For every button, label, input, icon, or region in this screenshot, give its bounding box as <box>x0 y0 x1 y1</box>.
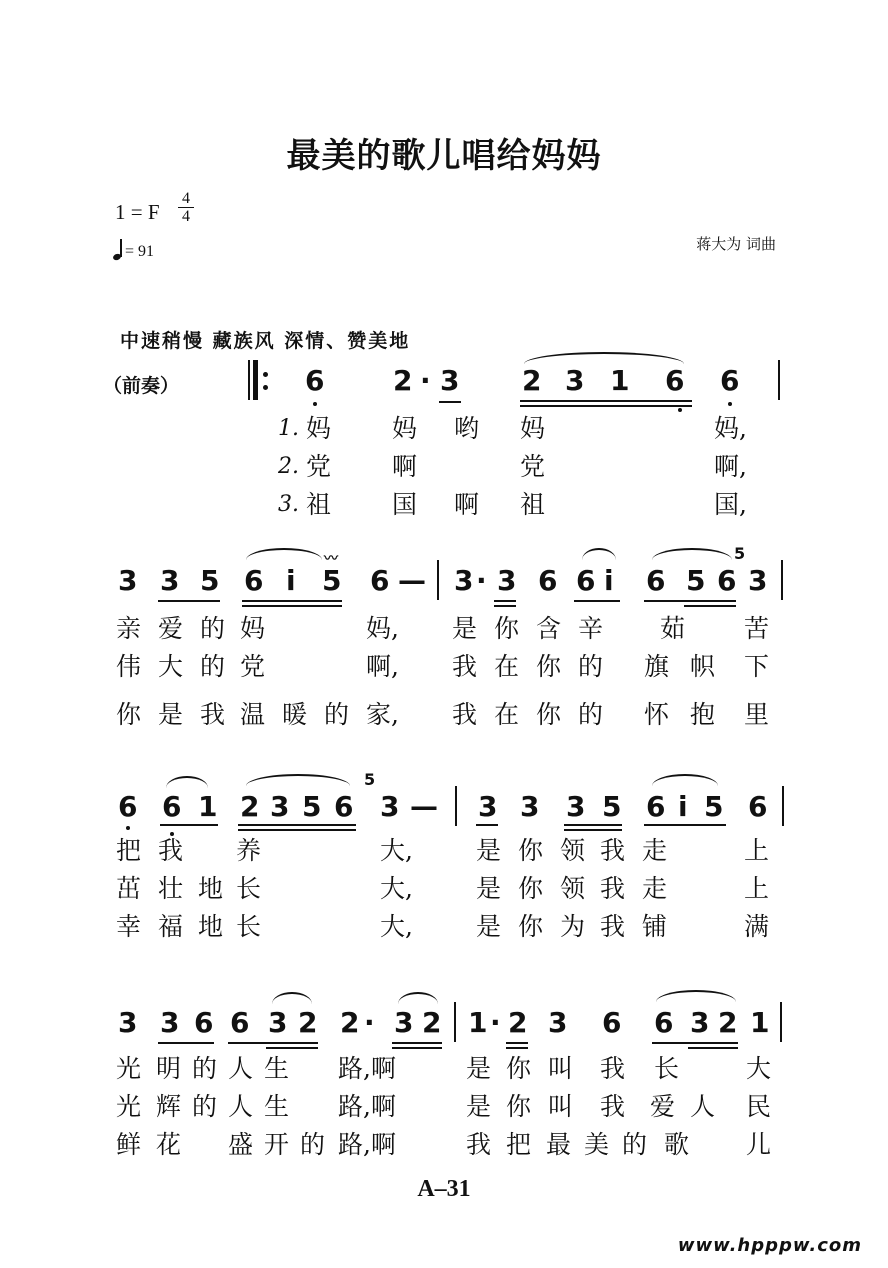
note: 6 <box>334 790 354 823</box>
mordent-icon: 〰 <box>324 551 338 567</box>
verse-number: 2. <box>278 454 299 479</box>
lyric: 在 <box>494 700 520 729</box>
barline <box>780 1002 782 1042</box>
note-high: i <box>678 790 688 823</box>
sixteenth-underline <box>506 1047 528 1049</box>
lyric: 辉 <box>156 1092 182 1121</box>
key-signature: 1 = F <box>115 200 160 224</box>
lyric: 国, <box>714 490 747 519</box>
verse-number: 3. <box>278 492 299 517</box>
sixteenth-underline <box>520 405 692 407</box>
eighth-underline <box>520 400 692 402</box>
lyric: 把 <box>116 836 142 865</box>
prelude-label: （前奏） <box>103 375 180 397</box>
lyric: 抱 <box>690 700 716 729</box>
lyric: 的 <box>324 700 350 729</box>
lyric: 大 <box>746 1054 772 1083</box>
note: 3 <box>748 564 768 597</box>
lyric: 地 <box>198 912 224 941</box>
barline <box>778 360 780 400</box>
lyric: 路,啊 <box>338 1054 396 1083</box>
lyric: 把 <box>506 1130 532 1159</box>
lyric: 家, <box>366 700 399 729</box>
note: 3 <box>268 1006 288 1039</box>
note: 3 <box>497 564 517 597</box>
lyric: 上 <box>744 874 770 903</box>
lyric: 辛 <box>578 614 604 643</box>
lyric: 妈, <box>366 614 399 643</box>
eighth-underline <box>160 824 218 826</box>
lyric: 怀 <box>644 700 670 729</box>
note: 3 <box>160 1006 180 1039</box>
lyric: 壮 <box>158 874 184 903</box>
lyric: 我 <box>452 700 478 729</box>
lyric: 走 <box>642 874 668 903</box>
sixteenth-underline <box>684 605 736 607</box>
note-dot: · <box>364 1006 375 1039</box>
note: 3 <box>270 790 290 823</box>
note: 6 <box>244 564 264 597</box>
note: 2 <box>340 1006 360 1039</box>
lyric: 我 <box>600 1092 626 1121</box>
lyric: 下 <box>744 652 770 681</box>
lyric: 党 <box>240 652 266 681</box>
lyric: 在 <box>494 652 520 681</box>
lyric: 花 <box>156 1130 182 1159</box>
note: 6 <box>576 564 596 597</box>
lyric: 是 <box>476 874 502 903</box>
lyric: 大, <box>380 836 413 865</box>
note: 3 <box>160 564 180 597</box>
lyric: 人 <box>228 1054 254 1083</box>
repeat-dot <box>263 372 268 377</box>
lyric: 我 <box>158 836 184 865</box>
lyric: 温 <box>240 700 266 729</box>
lyric: 的 <box>200 614 226 643</box>
lyric: 你 <box>518 836 544 865</box>
note: 6 <box>162 790 182 823</box>
note: 1 <box>468 1006 488 1039</box>
lyric: 茁 <box>116 874 142 903</box>
slur <box>652 774 718 786</box>
lyric: 啊, <box>714 452 747 481</box>
note: 6 <box>654 1006 674 1039</box>
lyric: 我 <box>452 652 478 681</box>
barline <box>454 1002 456 1042</box>
sixteenth-underline <box>392 1047 442 1049</box>
lyric: 叫 <box>548 1092 574 1121</box>
lyric: 你 <box>116 700 142 729</box>
note: 1 <box>750 1006 770 1039</box>
lyric: 领 <box>560 836 586 865</box>
lyric: 儿 <box>746 1130 772 1159</box>
composer-credit: 蒋大为 词曲 <box>696 235 776 253</box>
barline <box>455 786 457 826</box>
lyric: 长 <box>236 912 262 941</box>
lyric: 人 <box>690 1092 716 1121</box>
lyric: 妈 <box>306 414 332 443</box>
lyric: 是 <box>466 1092 492 1121</box>
eighth-underline <box>564 824 622 826</box>
lyric: 满 <box>744 912 770 941</box>
note: 6 <box>305 364 325 397</box>
note-high: i <box>604 564 614 597</box>
slur <box>272 992 312 1004</box>
lyric: 妈 <box>392 414 418 443</box>
note: 3 <box>566 790 586 823</box>
eighth-underline <box>644 600 736 602</box>
note: 5 <box>704 790 724 823</box>
lyric: 福 <box>158 912 184 941</box>
lyric: 祖 <box>520 490 546 519</box>
note: 5 <box>686 564 706 597</box>
lyric: 叫 <box>548 1054 574 1083</box>
note-dot: · <box>420 364 431 397</box>
lyric: 路,啊 <box>338 1130 396 1159</box>
eighth-underline <box>574 600 620 602</box>
lyric: 妈 <box>520 414 546 443</box>
lower-octave-dot <box>728 402 732 406</box>
sixteenth-underline <box>238 829 356 831</box>
lyric: 啊, <box>366 652 399 681</box>
expression-marking: 中速稍慢 藏族风 深情、赞美地 <box>120 330 411 352</box>
lyric: 茹 <box>660 614 686 643</box>
eighth-underline <box>652 1042 738 1044</box>
grace-note: 5 <box>364 770 376 789</box>
eighth-underline <box>644 824 726 826</box>
note: 2 <box>508 1006 528 1039</box>
note: 3 <box>118 564 138 597</box>
note: 6 <box>646 564 666 597</box>
slur <box>166 776 208 788</box>
note: 2 <box>422 1006 442 1039</box>
quarter-note-icon <box>113 238 125 260</box>
lyric: 大, <box>380 874 413 903</box>
lyric: 幸 <box>116 912 142 941</box>
lyric: 走 <box>642 836 668 865</box>
slur <box>398 992 438 1004</box>
eighth-underline <box>158 600 220 602</box>
barline <box>782 786 784 826</box>
lyric: 我 <box>600 1054 626 1083</box>
slur <box>582 548 616 560</box>
slur <box>656 990 736 1002</box>
lyric: 路,啊 <box>338 1092 396 1121</box>
lyric: 党 <box>520 452 546 481</box>
note-high: i <box>286 564 296 597</box>
note: 3 <box>565 364 585 397</box>
lyric: 含 <box>536 614 562 643</box>
lyric: 美 <box>584 1130 610 1159</box>
note: 6 <box>230 1006 250 1039</box>
note: 1 <box>610 364 630 397</box>
slur <box>246 548 322 560</box>
note: 2 <box>393 364 413 397</box>
lyric: 是 <box>452 614 478 643</box>
lyric: 是 <box>476 912 502 941</box>
time-signature-bottom: 4 <box>182 208 190 225</box>
repeat-barline-thin <box>248 360 250 400</box>
sixteenth-underline <box>494 605 516 607</box>
song-title: 最美的歌儿唱给妈妈 <box>286 136 602 176</box>
eighth-underline <box>506 1042 528 1044</box>
lyric: 你 <box>494 614 520 643</box>
lyric: 是 <box>158 700 184 729</box>
lyric: 开 <box>264 1130 290 1159</box>
note: 3 <box>520 790 540 823</box>
lyric: 祖 <box>306 490 332 519</box>
note: 2 <box>240 790 260 823</box>
note: 6 <box>370 564 390 597</box>
lyric: 的 <box>578 700 604 729</box>
lyric: 国 <box>392 490 418 519</box>
slur <box>524 352 684 364</box>
note: 6 <box>538 564 558 597</box>
lyric: 爱 <box>158 614 184 643</box>
lyric: 啊 <box>392 452 418 481</box>
lyric: 我 <box>600 912 626 941</box>
repeat-dot <box>263 385 268 390</box>
lyric: 是 <box>476 836 502 865</box>
note: 3 <box>394 1006 414 1039</box>
lyric: 我 <box>200 700 226 729</box>
eighth-underline <box>392 1042 442 1044</box>
lyric: 妈 <box>240 614 266 643</box>
lyric: 我 <box>466 1130 492 1159</box>
lyric: 人 <box>228 1092 254 1121</box>
note-dot: · <box>490 1006 501 1039</box>
sixteenth-underline <box>688 1047 738 1049</box>
note: 2 <box>522 364 542 397</box>
grace-note: 5 <box>734 544 746 563</box>
slur <box>246 774 350 786</box>
page-number: A–31 <box>417 1176 471 1202</box>
note: 3 <box>454 564 474 597</box>
lyric: 歌 <box>664 1130 690 1159</box>
note: 6 <box>194 1006 214 1039</box>
sixteenth-underline <box>266 1047 318 1049</box>
barline <box>437 560 439 600</box>
lyric: 我 <box>600 874 626 903</box>
lyric: 我 <box>600 836 626 865</box>
eighth-underline <box>238 824 356 826</box>
lyric: 领 <box>560 874 586 903</box>
lyric: 你 <box>506 1054 532 1083</box>
time-signature-top: 4 <box>182 190 190 207</box>
note: 5 <box>200 564 220 597</box>
lyric: 长 <box>654 1054 680 1083</box>
lyric: 的 <box>622 1130 648 1159</box>
note: 3 <box>548 1006 568 1039</box>
lyric: 铺 <box>642 912 668 941</box>
sixteenth-underline <box>564 829 622 831</box>
time-signature <box>178 191 194 224</box>
lyric: 光 <box>116 1092 142 1121</box>
lyric: 伟 <box>116 652 142 681</box>
lyric: 生 <box>264 1092 290 1121</box>
lower-octave-dot <box>313 402 317 406</box>
lyric: 党 <box>306 452 332 481</box>
website-watermark: www.hpppw.com <box>677 1235 862 1256</box>
dash: — <box>398 564 426 597</box>
lower-octave-dot <box>126 826 130 830</box>
note: 6 <box>646 790 666 823</box>
note: 3 <box>440 364 460 397</box>
lyric: 地 <box>198 874 224 903</box>
tempo-value: = 91 <box>125 243 155 260</box>
lyric: 你 <box>518 912 544 941</box>
repeat-barline-thick <box>253 360 258 400</box>
eighth-underline <box>158 1042 214 1044</box>
note: 6 <box>720 364 740 397</box>
eighth-underline <box>439 401 461 403</box>
lyric: 长 <box>236 874 262 903</box>
lyric: 旗 <box>644 652 670 681</box>
note: 6 <box>118 790 138 823</box>
lyric: 生 <box>264 1054 290 1083</box>
lyric: 你 <box>518 874 544 903</box>
lower-octave-dot <box>678 408 682 412</box>
sixteenth-underline <box>242 605 342 607</box>
note: 6 <box>602 1006 622 1039</box>
lyric: 苦 <box>744 614 770 643</box>
tempo-marking <box>113 238 154 261</box>
lyric: 你 <box>506 1092 532 1121</box>
lyric: 啊 <box>454 490 480 519</box>
lyric: 明 <box>156 1054 182 1083</box>
lyric: 亲 <box>116 614 142 643</box>
note: 6 <box>665 364 685 397</box>
lyric: 暖 <box>282 700 308 729</box>
lyric: 里 <box>744 700 770 729</box>
note: 3 <box>380 790 400 823</box>
eighth-underline <box>242 600 342 602</box>
note: 1 <box>198 790 218 823</box>
note: 5 <box>322 564 342 597</box>
note: 5 <box>602 790 622 823</box>
lyric: 妈, <box>714 414 747 443</box>
lyric: 的 <box>192 1092 218 1121</box>
lyric: 盛 <box>228 1130 254 1159</box>
lyric: 的 <box>300 1130 326 1159</box>
lyric: 养 <box>236 836 262 865</box>
lyric: 哟 <box>454 414 480 443</box>
lyric: 民 <box>746 1092 772 1121</box>
lyric: 为 <box>560 912 586 941</box>
eighth-underline <box>228 1042 318 1044</box>
lyric: 爱 <box>650 1092 676 1121</box>
note: 3 <box>478 790 498 823</box>
note: 3 <box>690 1006 710 1039</box>
lyric: 上 <box>744 836 770 865</box>
lyric: 的 <box>578 652 604 681</box>
lyric: 是 <box>466 1054 492 1083</box>
note: 5 <box>302 790 322 823</box>
eighth-underline <box>494 600 516 602</box>
eighth-underline <box>476 824 498 826</box>
lyric: 你 <box>536 652 562 681</box>
note: 6 <box>717 564 737 597</box>
lyric: 最 <box>546 1130 572 1159</box>
note: 6 <box>748 790 768 823</box>
lyric: 的 <box>200 652 226 681</box>
slur <box>652 548 732 560</box>
barline <box>781 560 783 600</box>
lyric: 大 <box>158 652 184 681</box>
lyric: 光 <box>116 1054 142 1083</box>
dash: — <box>410 790 438 823</box>
note-dot: · <box>476 564 487 597</box>
note: 2 <box>718 1006 738 1039</box>
lyric: 你 <box>536 700 562 729</box>
lyric: 的 <box>192 1054 218 1083</box>
note: 2 <box>298 1006 318 1039</box>
note: 3 <box>118 1006 138 1039</box>
verse-number: 1. <box>278 416 299 441</box>
lyric: 大, <box>380 912 413 941</box>
lyric: 帜 <box>690 652 716 681</box>
lyric: 鲜 <box>116 1130 142 1159</box>
